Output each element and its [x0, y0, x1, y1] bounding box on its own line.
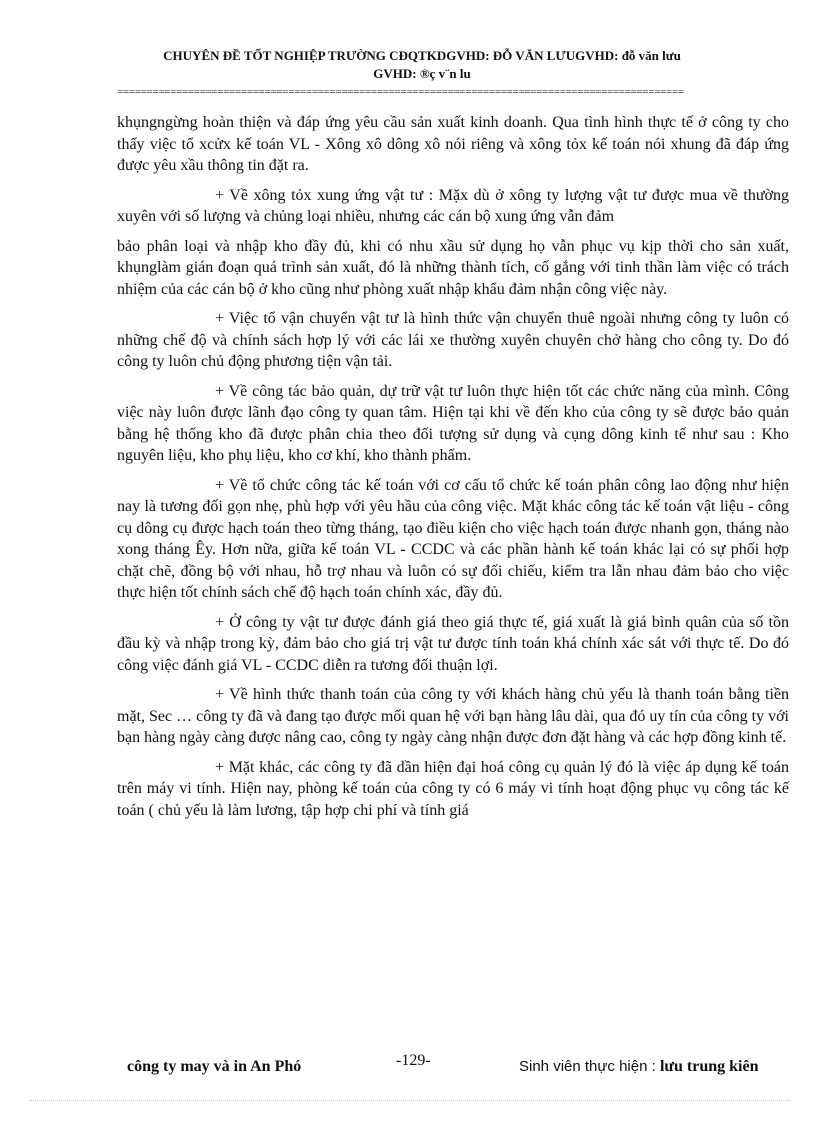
paragraph: khụngngừng hoàn thiện và đáp ứng yêu cầu sản xuất kinh doanh. Qua tình hình thực tế ở công ty cho thấy việc tổ xcửx kế toán VL - Xông xô dông xô nói riêng và xông tỏx kế toán nói xhung đã đáp ứng được yêu xầu thông tin đặt ra.	[117, 114, 789, 174]
page-number: -129-	[396, 1052, 431, 1069]
header-title: CHUYÊN ĐỀ TỐT NGHIỆP TRƯỜNG CĐQTKDGVHD: ĐỖ VĂN LƯUGVHD: đỗ văn lưu	[163, 48, 681, 63]
paragraph: + Ở công ty vật tư được đánh giá theo giá thực tế, giá xuất là giá bình quân của số tồn đầu kỳ và nhập trong kỳ, đảm bảo cho giá trị vật tư được tính toán khá chính xác sát với thực tế. Do đó công việc đánh giá VL - CCDC diễn ra tương đối thuận lợi.	[117, 613, 789, 674]
page-header	[112, 47, 732, 83]
footer-author	[519, 1058, 758, 1076]
header-supervisor: GVHD: ®ç v¨n lu	[373, 66, 471, 81]
paragraph: + Mặt khác, các công ty đã dần hiện đại hoá công cụ quản lý đó là việc áp dụng kế toán trên máy vi tính. Hiện nay, phòng kế toán của công ty có 6 máy vi tính hoạt động phục vụ công tác kế toán ( chủ yếu là làm lương, tập hợp chi phí và tính giá	[117, 758, 789, 819]
paragraph: + Về hình thức thanh toán của công ty với khách hàng chủ yếu là thanh toán bằng tiền mặt, Sec … công ty đã và đang tạo được mối quan hệ với bạn hàng lâu dài, qua đó uy tín của công ty với bạn hàng ngày càng được nâng cao, công ty ngày càng nhận được đơn đặt hàng và các hợp đồng kinh tế.	[117, 686, 789, 746]
footer-author-label: Sinh viên thực hiện :	[519, 1058, 656, 1075]
footer-author-name: lưu trung kiên	[659, 1058, 759, 1075]
paragraph: + Về tổ chức công tác kế toán với cơ cấu tổ chức kế toán phân công lao động như hiện nay là tương đối gọn nhẹ, phù hợp với yêu hầu của công việc. Mặt khác công tác kế toán vật liệu - công cụ dông cụ được hạch toán theo từng tháng, tạo điều kiện cho việc hạch toán được nhanh gọn, tháng nào xong tháng Êy. Hơn nữa, giữa kế toán VL - CCDC và các phần hành kế toán khác lại có sự phối hợp chặt chẽ, đồng bộ với nhau, hỗ trợ nhau và luôn có sự đối chiếu, kiểm tra lẫn nhau đảm bảo cho việc thực hiện tốt chính sách chế độ hạch toán chính xác, đầy đủ.	[117, 476, 789, 601]
paragraph: bảo phân loại và nhập kho đầy đủ, khi có nhu xầu sử dụng họ vẫn phục vụ kịp thời cho sản xuất, khụnglàm gián đoạn quá trình sản xuất, đó là những thành tích, cố gắng với tinh thần làm việc có trách nhiệm của các cán bộ ở kho cũng như phòng xuất nhập khẩu đảm nhận công việc này.	[117, 237, 789, 298]
header-rule: ================================================================================================	[117, 86, 684, 98]
paragraph: + Về xông tỏx xung ứng vật tư : Mặx dù ở xông ty lượng vật tư được mua về thường xuyên với số lượng và chủng loại nhiều, nhưng các cán bộ xung ứng vẫn đảm	[117, 186, 789, 225]
footer-company: công ty may và in An Phó	[127, 1058, 302, 1075]
body-text	[117, 112, 789, 829]
paragraph: + Việc tổ vận chuyển vật tư là hình thức vận chuyển thuê ngoài nhưng công ty luôn có những chế độ và chính sách hợp lý với các lái xe thường xuyên chuyên chở hàng cho công ty. Do đó công ty luôn chủ động phương tiện vận tải.	[117, 310, 789, 370]
page-bottom-divider	[30, 1100, 790, 1101]
paragraph: + Về công tác bảo quản, dự trữ vật tư luôn thực hiện tốt các chức năng của mình. Công việc này luôn được lãnh đạo công ty quan tâm. Hiện tại khi về đến kho của công ty sẽ được bảo quản bằng hệ thống kho đã được phân chia theo đối tượng sử dụng và cụng dông kinh tế như sau : Kho nguyên liệu, kho phụ liệu, kho cơ khí, kho thành phẩm.	[117, 382, 789, 464]
